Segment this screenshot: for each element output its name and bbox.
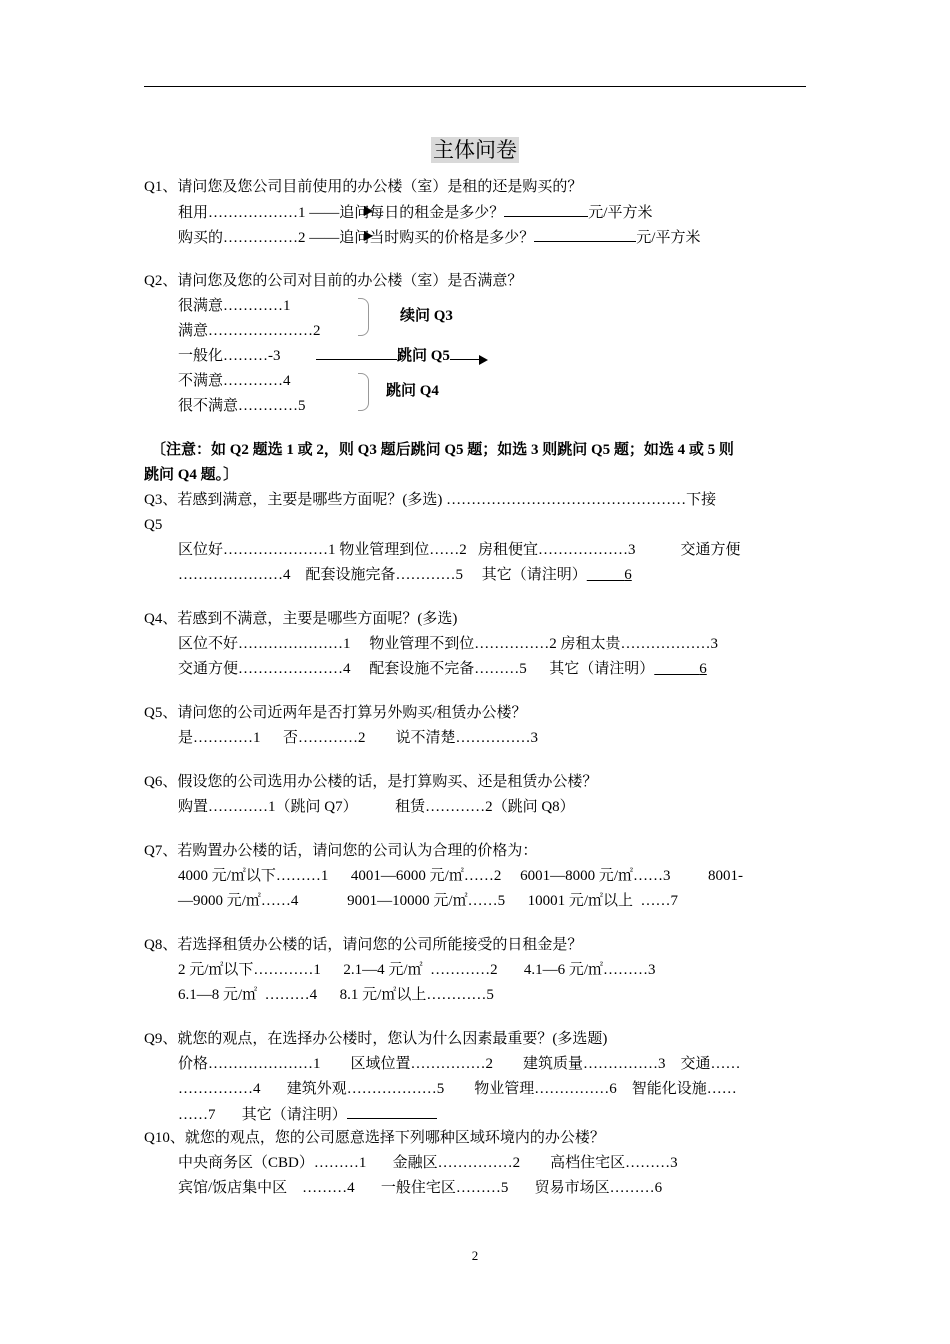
q1-arrow-icon-2 [364, 231, 373, 241]
q4-row-2 [178, 659, 707, 679]
q2-option-4: 不满意…………4 [178, 373, 291, 389]
q1-opt1-label: 租用………………1 [178, 205, 306, 221]
q9-row-3-text: ……7 其它（请注明） [178, 1107, 347, 1123]
q2-option-2: 满意…………………2 [178, 323, 321, 339]
q1-arrow-icon-1 [364, 206, 373, 216]
q6-question: Q6、假设您的公司选用办公楼的话，是打算购买、还是租赁办公楼？ [144, 774, 598, 790]
note-line-1: 〔注意：如 Q2 题选 1 或 2，则 Q3 题后跳问 Q5 题；如选 3 则跳问 Q5 题；如选 4 或 5 则 [151, 442, 734, 458]
q9-row-1: 价格…………………1 区域位置……………2 建筑质量……………3 交通…… [178, 1056, 741, 1072]
q1-option-buy [178, 227, 700, 248]
q9-row-3 [178, 1104, 437, 1125]
q1-price-blank[interactable] [534, 227, 636, 242]
note-line-2: 跳问 Q4 题。〕 [144, 467, 239, 483]
q3-row-2 [178, 565, 632, 585]
q1-opt1-unit: 元/平方米 [588, 205, 653, 221]
q2-jump-q4: 跳问 Q4 [386, 383, 439, 399]
q7-row-2: —9000 元/㎡……4 9001—10000 元/㎡……5 10001 元/㎡以上 ……7 [178, 893, 679, 909]
q10-question: Q10、就您的观点，您的公司愿意选择下列哪种区域环境内的办公楼？ [144, 1130, 605, 1146]
q2-option-1: 很满意…………1 [178, 298, 291, 314]
q3-other-code: 6 [624, 567, 632, 583]
q7-row-1: 4000 元/㎡以下………1 4001—6000 元/㎡……2 6001—8000 元/㎡……3 8001- [178, 868, 743, 884]
q4-question: Q4、若感到不满意，主要是哪些方面呢？(多选) [144, 611, 458, 627]
q9-question: Q9、就您的观点，在选择办公楼时，您认为什么因素最重要？(多选题) [144, 1031, 608, 1047]
header-rule [144, 86, 806, 87]
q6-row-1: 购置…………1（跳问 Q7） 租赁…………2（跳问 Q8） [178, 799, 575, 815]
q3-other-blank[interactable] [587, 567, 632, 583]
q2-option-3: 一般化………-3 [178, 348, 281, 364]
q1-opt1-followup: ——追问每日的租金是多少？ [309, 205, 505, 221]
q7-question: Q7、若购置办公楼的话，请问您的公司认为合理的价格为： [144, 843, 538, 859]
q5-question: Q5、请问您的公司近两年是否打算另外购买/租赁办公楼？ [144, 705, 527, 721]
page-number: 2 [471, 1248, 479, 1263]
q8-question: Q8、若选择租赁办公楼的话，请问您的公司所能接受的日租金是？ [144, 937, 583, 953]
q4-other-code: 6 [699, 661, 707, 677]
q9-other-blank[interactable] [347, 1104, 437, 1119]
q10-row-2: 宾馆/饭店集中区 ………4 一般住宅区………5 贸易市场区………6 [178, 1180, 663, 1196]
q1-option-rent [178, 202, 652, 223]
q10-row-1: 中央商务区（CBD）………1 金融区……………2 高档住宅区………3 [178, 1155, 678, 1171]
q1-rent-blank[interactable] [504, 202, 588, 217]
q3-question-cont: Q5 [144, 517, 163, 533]
q1-opt2-followup: ——追问当时购买的价格是多少？ [309, 230, 535, 246]
q1-question: Q1、请问您及您公司目前使用的办公楼（室）是租的还是购买的？ [144, 179, 583, 195]
q3-row-1: 区位好…………………1 物业管理到位……2 房租便宜………………3 交通方便 [178, 542, 741, 558]
q2-brace-satisfied-icon [358, 298, 369, 336]
q2-brace-unsatisfied-icon [358, 373, 369, 411]
page-title: 主体问卷 [433, 138, 517, 162]
q2-arrow-icon [479, 355, 488, 365]
q3-row-2-text: …………………4 配套设施完备…………5 其它（请注明） [178, 567, 587, 583]
q2-continue-q3: 续问 Q3 [400, 308, 453, 324]
q4-other-blank[interactable] [654, 661, 707, 677]
q9-row-2: ……………4 建筑外观………………5 物业管理……………6 智能化设施…… [178, 1081, 737, 1097]
q1-opt2-label: 购买的……………2 [178, 230, 306, 246]
q3-question: Q3、若感到满意，主要是哪些方面呢？(多选) …………………………………………下接 [144, 492, 717, 508]
q8-row-1: 2 元/㎡以下…………1 2.1—4 元/㎡ …………2 4.1—6 元/㎡………3 [178, 962, 656, 978]
q8-row-2: 6.1—8 元/㎡ ………4 8.1 元/㎡以上…………5 [178, 987, 494, 1003]
q2-option-5: 很不满意…………5 [178, 398, 306, 414]
q4-row-2-text: 交通方便…………………4 配套设施不完备………5 其它（请注明） [178, 661, 655, 677]
q1-opt2-unit: 元/平方米 [636, 230, 701, 246]
q4-row-1: 区位不好…………………1 物业管理不到位……………2 房租太贵………………3 [178, 636, 719, 652]
q5-row-1: 是…………1 否…………2 说不清楚……………3 [178, 730, 539, 746]
q2-jump-q5: 跳问 Q5 [397, 348, 450, 364]
q2-question: Q2、请问您及您的公司对目前的办公楼（室）是否满意？ [144, 273, 523, 289]
